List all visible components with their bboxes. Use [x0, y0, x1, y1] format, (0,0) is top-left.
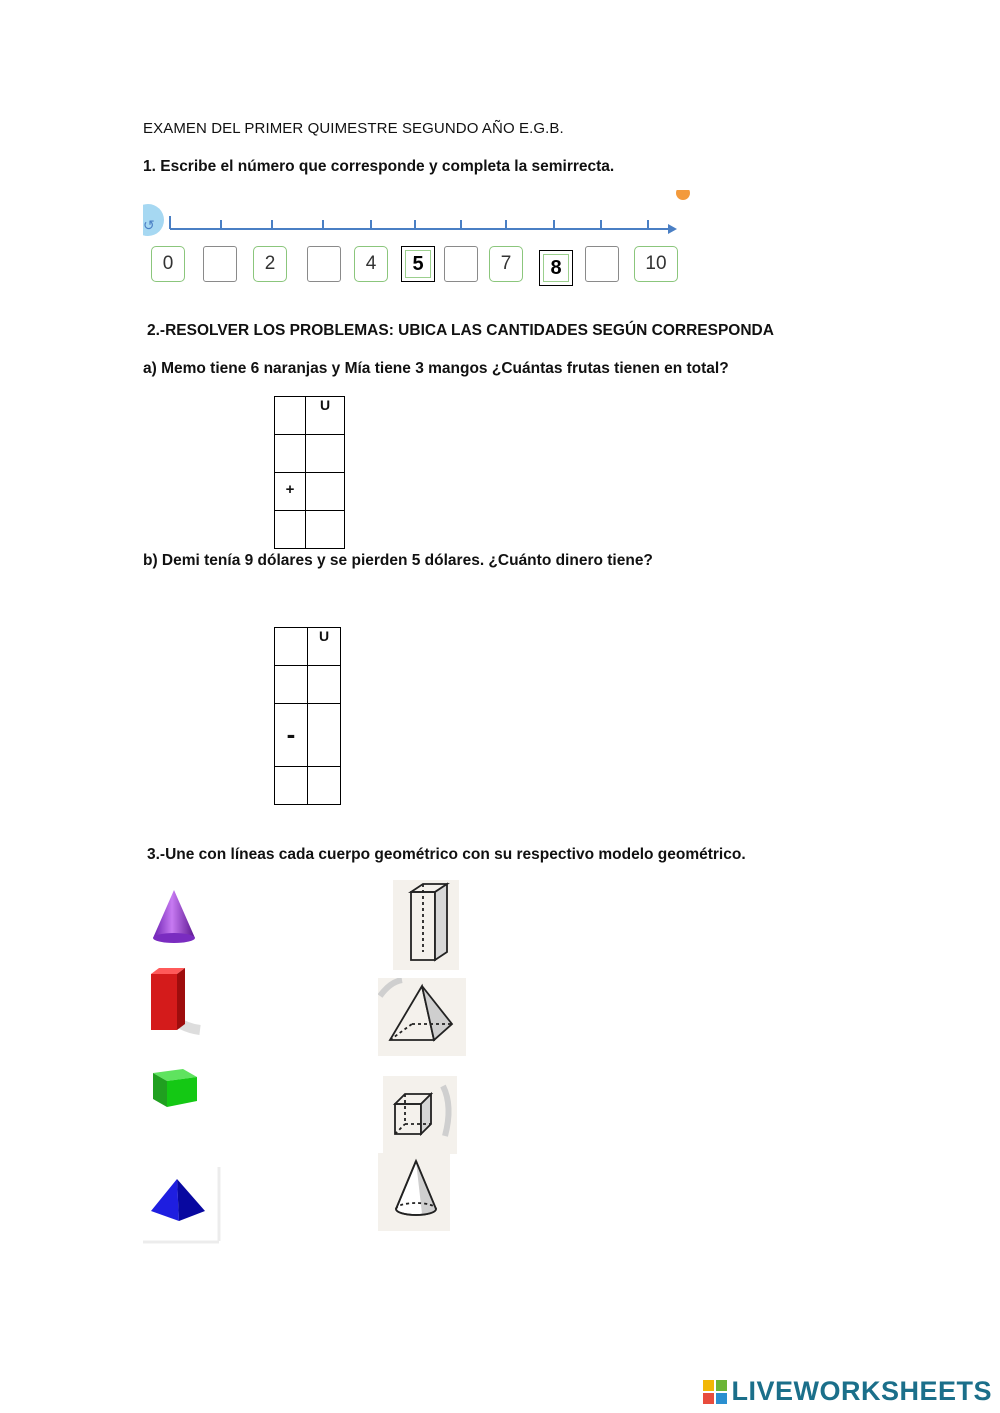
pyramid-wireframe-icon[interactable]: [378, 978, 466, 1056]
units-header: U: [308, 628, 341, 666]
problem-b-table: [274, 627, 341, 805]
units-header: U: [306, 397, 345, 435]
prism-wireframe-icon[interactable]: [393, 880, 459, 970]
question-1-prompt: 1. Escribe el número que corresponde y completa la semirrecta.: [143, 158, 615, 175]
number-box-4: 4: [354, 246, 388, 282]
question-2-heading: 2.-RESOLVER LOS PROBLEMAS: UBICA LAS CANTIDADES SEGÚN CORRESPONDA: [147, 322, 774, 339]
number-box-1-input[interactable]: [203, 246, 237, 282]
cone-icon[interactable]: [145, 884, 205, 946]
cube-wireframe-icon[interactable]: [383, 1076, 457, 1154]
brand-name: LIVEWORKSHEETS: [731, 1376, 992, 1406]
brand-logo: [702, 1376, 992, 1407]
number-box-0: 0: [151, 246, 185, 282]
number-box-3-input[interactable]: [307, 246, 341, 282]
cone-wireframe-icon[interactable]: [378, 1153, 450, 1231]
problem-a-addend-1-input[interactable]: [306, 435, 345, 473]
number-box-10: 10: [634, 246, 678, 282]
problem-a-result-input[interactable]: [306, 511, 345, 549]
problem-b-prompt: b) Demi tenía 9 dólares y se pierden 5 dólares. ¿Cuánto dinero tiene?: [143, 552, 653, 569]
rectangular-prism-icon[interactable]: [143, 962, 203, 1040]
number-box-2: 2: [253, 246, 287, 282]
cube-icon[interactable]: [143, 1055, 207, 1115]
problem-a-prompt: a) Memo tiene 6 naranjas y Mía tiene 3 mangos ¿Cuántas frutas tienen en total?: [143, 360, 729, 377]
number-box-9-input[interactable]: [585, 246, 619, 282]
minus-sign: -: [286, 719, 296, 749]
problem-b-result-input[interactable]: [308, 767, 341, 805]
number-box-5-input[interactable]: 5: [401, 246, 435, 282]
svg-text:↺: ↺: [143, 217, 155, 233]
number-box-8-input[interactable]: 8: [539, 250, 573, 286]
problem-b-subtrahend-input[interactable]: [308, 704, 341, 767]
problem-b-minuend-input[interactable]: [308, 666, 341, 704]
problem-a-table: [274, 396, 345, 549]
page-title: EXAMEN DEL PRIMER QUIMESTRE SEGUNDO AÑO E.G.B.: [143, 120, 564, 137]
end-marker-icon: [676, 190, 690, 200]
number-box-6-input[interactable]: [444, 246, 478, 282]
question-3-heading: 3.-Une con líneas cada cuerpo geométrico con su respectivo modelo geométrico.: [147, 846, 746, 863]
pyramid-icon[interactable]: [143, 1167, 221, 1245]
plus-sign: +: [285, 481, 295, 498]
liveworksheets-logo-icon: [702, 1379, 728, 1405]
number-box-7: 7: [489, 246, 523, 282]
problem-a-addend-2-input[interactable]: [306, 473, 345, 511]
